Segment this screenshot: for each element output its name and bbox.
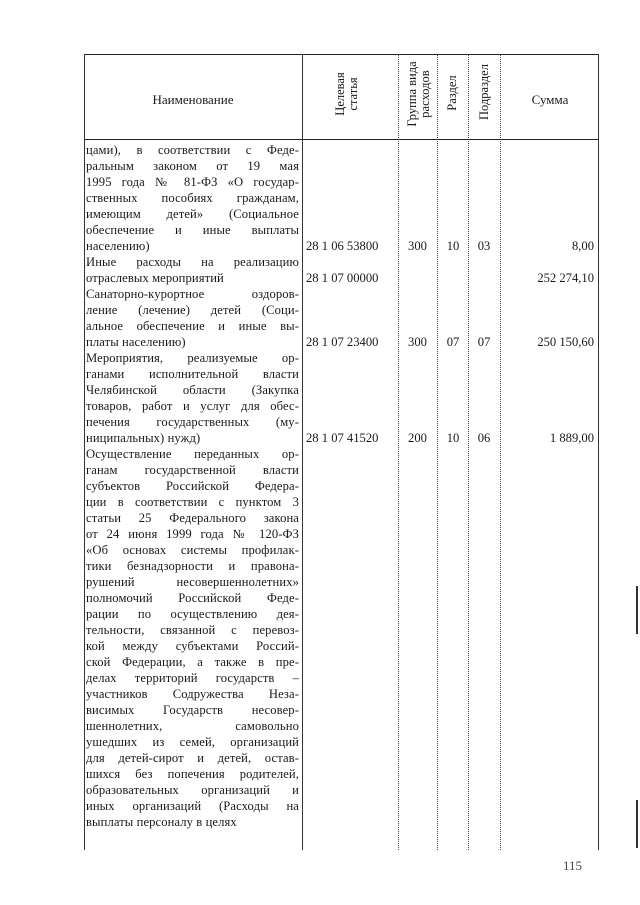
column-line-target — [398, 54, 399, 850]
row-name-line: полномочий Российской Феде- — [86, 591, 299, 605]
row-name-line: образовательных организаций и — [86, 783, 299, 797]
row-name-line: ганами исполнительной власти — [86, 367, 299, 381]
row-name-line: ственных пособиях гражданам, — [86, 191, 299, 205]
row-name-line: субъектов Российской Федера- — [86, 479, 299, 493]
row-name-line: выплаты персоналу в целях — [86, 815, 237, 829]
name-column — [86, 142, 299, 830]
row-target: 28 1 06 53800 — [306, 239, 379, 253]
row-target: 28 1 07 00000 — [306, 271, 379, 285]
row-name-line: ниципальных) нужд) — [86, 431, 201, 445]
row-name-line: Иные расходы на реализацию — [86, 255, 299, 269]
column-line-subsection — [500, 54, 501, 850]
header-target: Целевая статья — [333, 72, 360, 116]
row-name-line: иных организаций (Расходы на — [86, 799, 299, 813]
row-name-line: Санаторно-курортное оздоров- — [86, 287, 299, 301]
row-name-line: товаров, работ и услуг для обес- — [86, 399, 299, 413]
row-name-line: ганам государственной власти — [86, 463, 299, 477]
row-name-line: для детей-сирот и детей, остав- — [86, 751, 299, 765]
row-name-line: ушедших из семей, организаций — [86, 735, 299, 749]
row-subsection: 06 — [477, 431, 491, 445]
row-name-line: цами), в соответствии с Феде- — [86, 143, 299, 157]
row-name-line: делах территорий государств – — [86, 671, 299, 685]
margin-mark — [636, 800, 638, 848]
column-line-left — [84, 54, 85, 850]
row-group: 300 — [408, 335, 427, 349]
row-name-line: тики безнадзорности и правона- — [86, 559, 299, 573]
row-name-line: 1995 года № 81-ФЗ «О государ- — [86, 175, 299, 189]
row-name-line: Мероприятия, реализуемые ор- — [86, 351, 299, 365]
column-line-right — [598, 54, 599, 850]
row-name-line: шеннолетних, самовольно — [86, 719, 299, 733]
row-group: 200 — [408, 431, 427, 445]
row-section: 10 — [446, 239, 460, 253]
header-subsection: Подраздел — [477, 64, 491, 120]
row-name-line: ление (лечение) детей (Соци- — [86, 303, 299, 317]
header-group: Группа вида расходов — [405, 61, 432, 127]
row-name-line: печения государственных (му- — [86, 415, 299, 429]
row-name-line: отраслевых мероприятий — [86, 271, 224, 285]
row-name-line: населению) — [86, 239, 150, 253]
row-name-line: от 24 июня 1999 года № 120-ФЗ — [86, 527, 299, 541]
row-sum: 252 274,10 — [537, 271, 594, 285]
row-name-line: участников Содружества Неза- — [86, 687, 299, 701]
row-target: 28 1 07 41520 — [306, 431, 379, 445]
table-header-bottom-border — [84, 139, 598, 140]
row-name-line: рушений несовершеннолетних» — [86, 575, 299, 589]
row-name-line: ской Федерации, а также в пре- — [86, 655, 299, 669]
row-target: 28 1 07 23400 — [306, 335, 379, 349]
row-section: 10 — [446, 431, 460, 445]
column-line-group — [437, 54, 438, 850]
row-name-line: Челябинской области (Закупка — [86, 383, 299, 397]
table-top-border — [84, 54, 598, 55]
header-sum: Сумма — [531, 92, 569, 107]
page-number: 115 — [563, 858, 583, 873]
row-name-line: тельности, связанной с перевоз- — [86, 623, 299, 637]
row-sum: 1 889,00 — [549, 431, 594, 445]
margin-mark — [636, 586, 638, 634]
header-name: Наименование — [152, 92, 234, 107]
row-name-line: Осуществление переданных ор- — [86, 447, 299, 461]
row-group: 300 — [408, 239, 427, 253]
row-name-line: статьи 25 Федерального закона — [86, 511, 299, 525]
row-subsection: 07 — [477, 335, 491, 349]
row-sum: 250 150,60 — [537, 335, 594, 349]
column-line-name — [302, 54, 303, 850]
row-name-line: альное обеспечение и иные вы- — [86, 319, 299, 333]
row-name-line: шихся без попечения родителей, — [86, 767, 299, 781]
row-name-line: платы населению) — [86, 335, 186, 349]
row-sum: 8,00 — [571, 239, 594, 253]
row-name-line: рации по осуществлению дея- — [86, 607, 299, 621]
header-section: Раздел — [445, 75, 459, 111]
row-name-line: висимых Государств несовер- — [86, 703, 299, 717]
row-name-line: ральным законом от 19 мая — [86, 159, 299, 173]
row-name-line: кой между субъектами Россий- — [86, 639, 299, 653]
row-section: 07 — [446, 335, 460, 349]
row-name-line: ции в соответствии с пунктом 3 — [86, 495, 299, 509]
row-name-line: имеющим детей» (Социальное — [86, 207, 299, 221]
column-line-section — [468, 54, 469, 850]
row-name-line: «Об основах системы профилак- — [86, 543, 299, 557]
row-subsection: 03 — [477, 239, 491, 253]
row-name-line: обеспечение и иные выплаты — [86, 223, 299, 237]
